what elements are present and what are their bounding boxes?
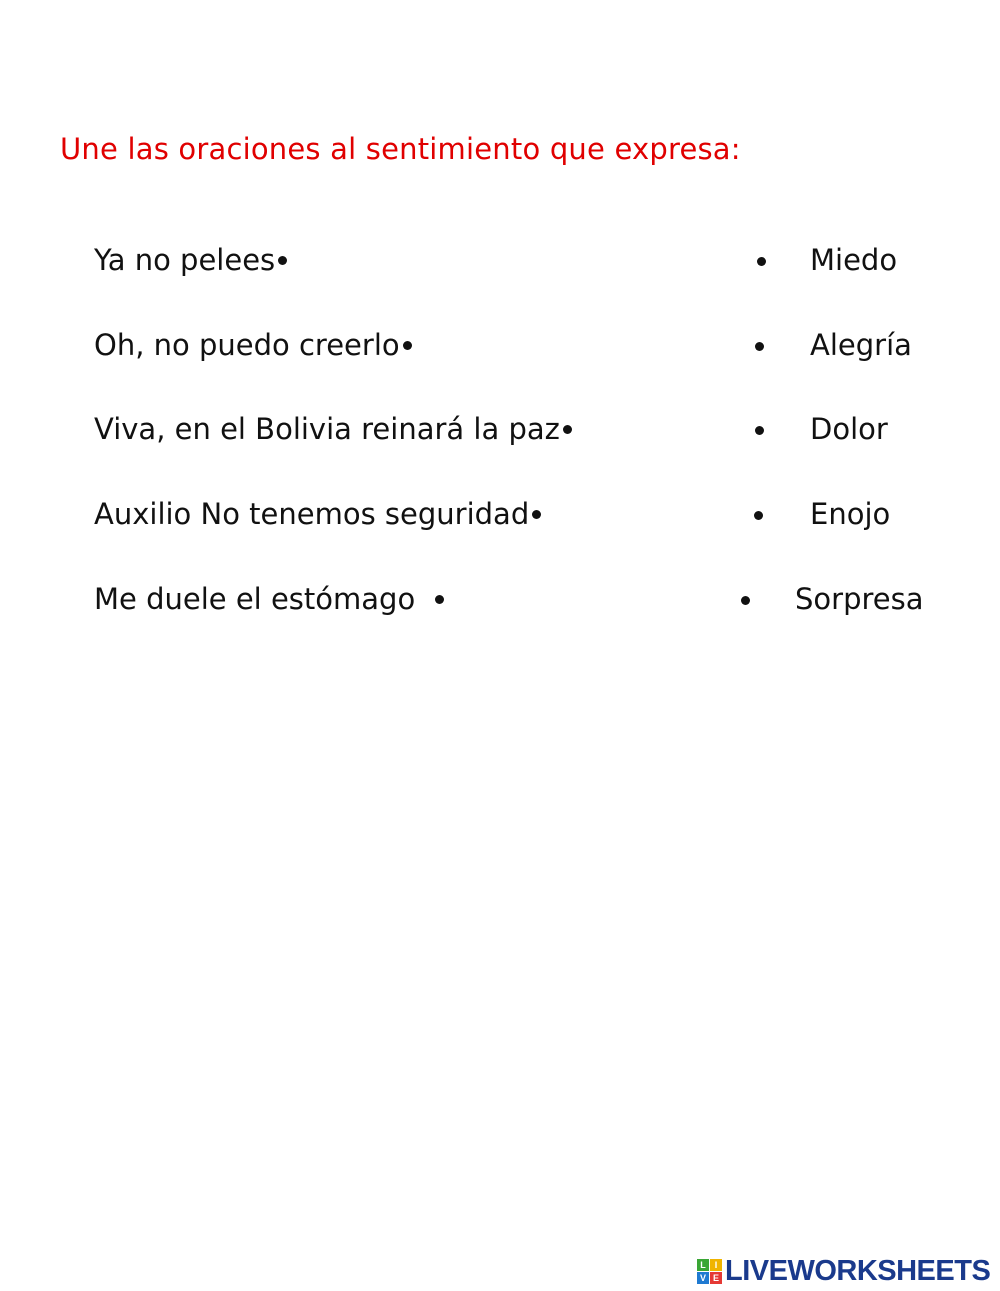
feeling-item: Alegría [810,328,912,362]
feeling-connector-dot[interactable] [755,342,764,351]
sentence-item: Oh, no puedo creerlo [94,323,412,367]
sentence-connector-dot[interactable] [435,595,444,604]
feeling-item: Sorpresa [795,582,924,616]
instruction-title: Une las oraciones al sentimiento que expresa: [60,132,741,166]
feeling-item: Miedo [810,243,898,277]
logo-blocks-icon: L I V E [697,1259,722,1284]
sentence-connector-dot[interactable] [403,341,412,350]
feeling-connector-dot[interactable] [754,511,763,520]
feeling-connector-dot[interactable] [741,596,750,605]
match-row [0,238,1000,282]
sentence-item: Ya no pelees [94,238,287,282]
feeling-connector-dot[interactable] [757,257,766,266]
match-row [0,323,1000,367]
match-row [0,492,1000,536]
sentence-item: Viva, en el Bolivia reinará la paz [94,407,572,451]
sentence-connector-dot[interactable] [278,256,287,265]
match-row [0,577,1000,621]
sentence-connector-dot[interactable] [532,510,541,519]
liveworksheets-logo [697,1254,990,1288]
feeling-item: Enojo [810,497,891,531]
feeling-item: Dolor [810,412,888,446]
sentence-item: Me duele el estómago [94,577,444,621]
match-row [0,407,1000,451]
feeling-connector-dot[interactable] [755,426,764,435]
logo-text: LIVEWORKSHEETS [725,1254,991,1287]
sentence-connector-dot[interactable] [563,425,572,434]
sentence-item: Auxilio No tenemos seguridad [94,492,541,536]
